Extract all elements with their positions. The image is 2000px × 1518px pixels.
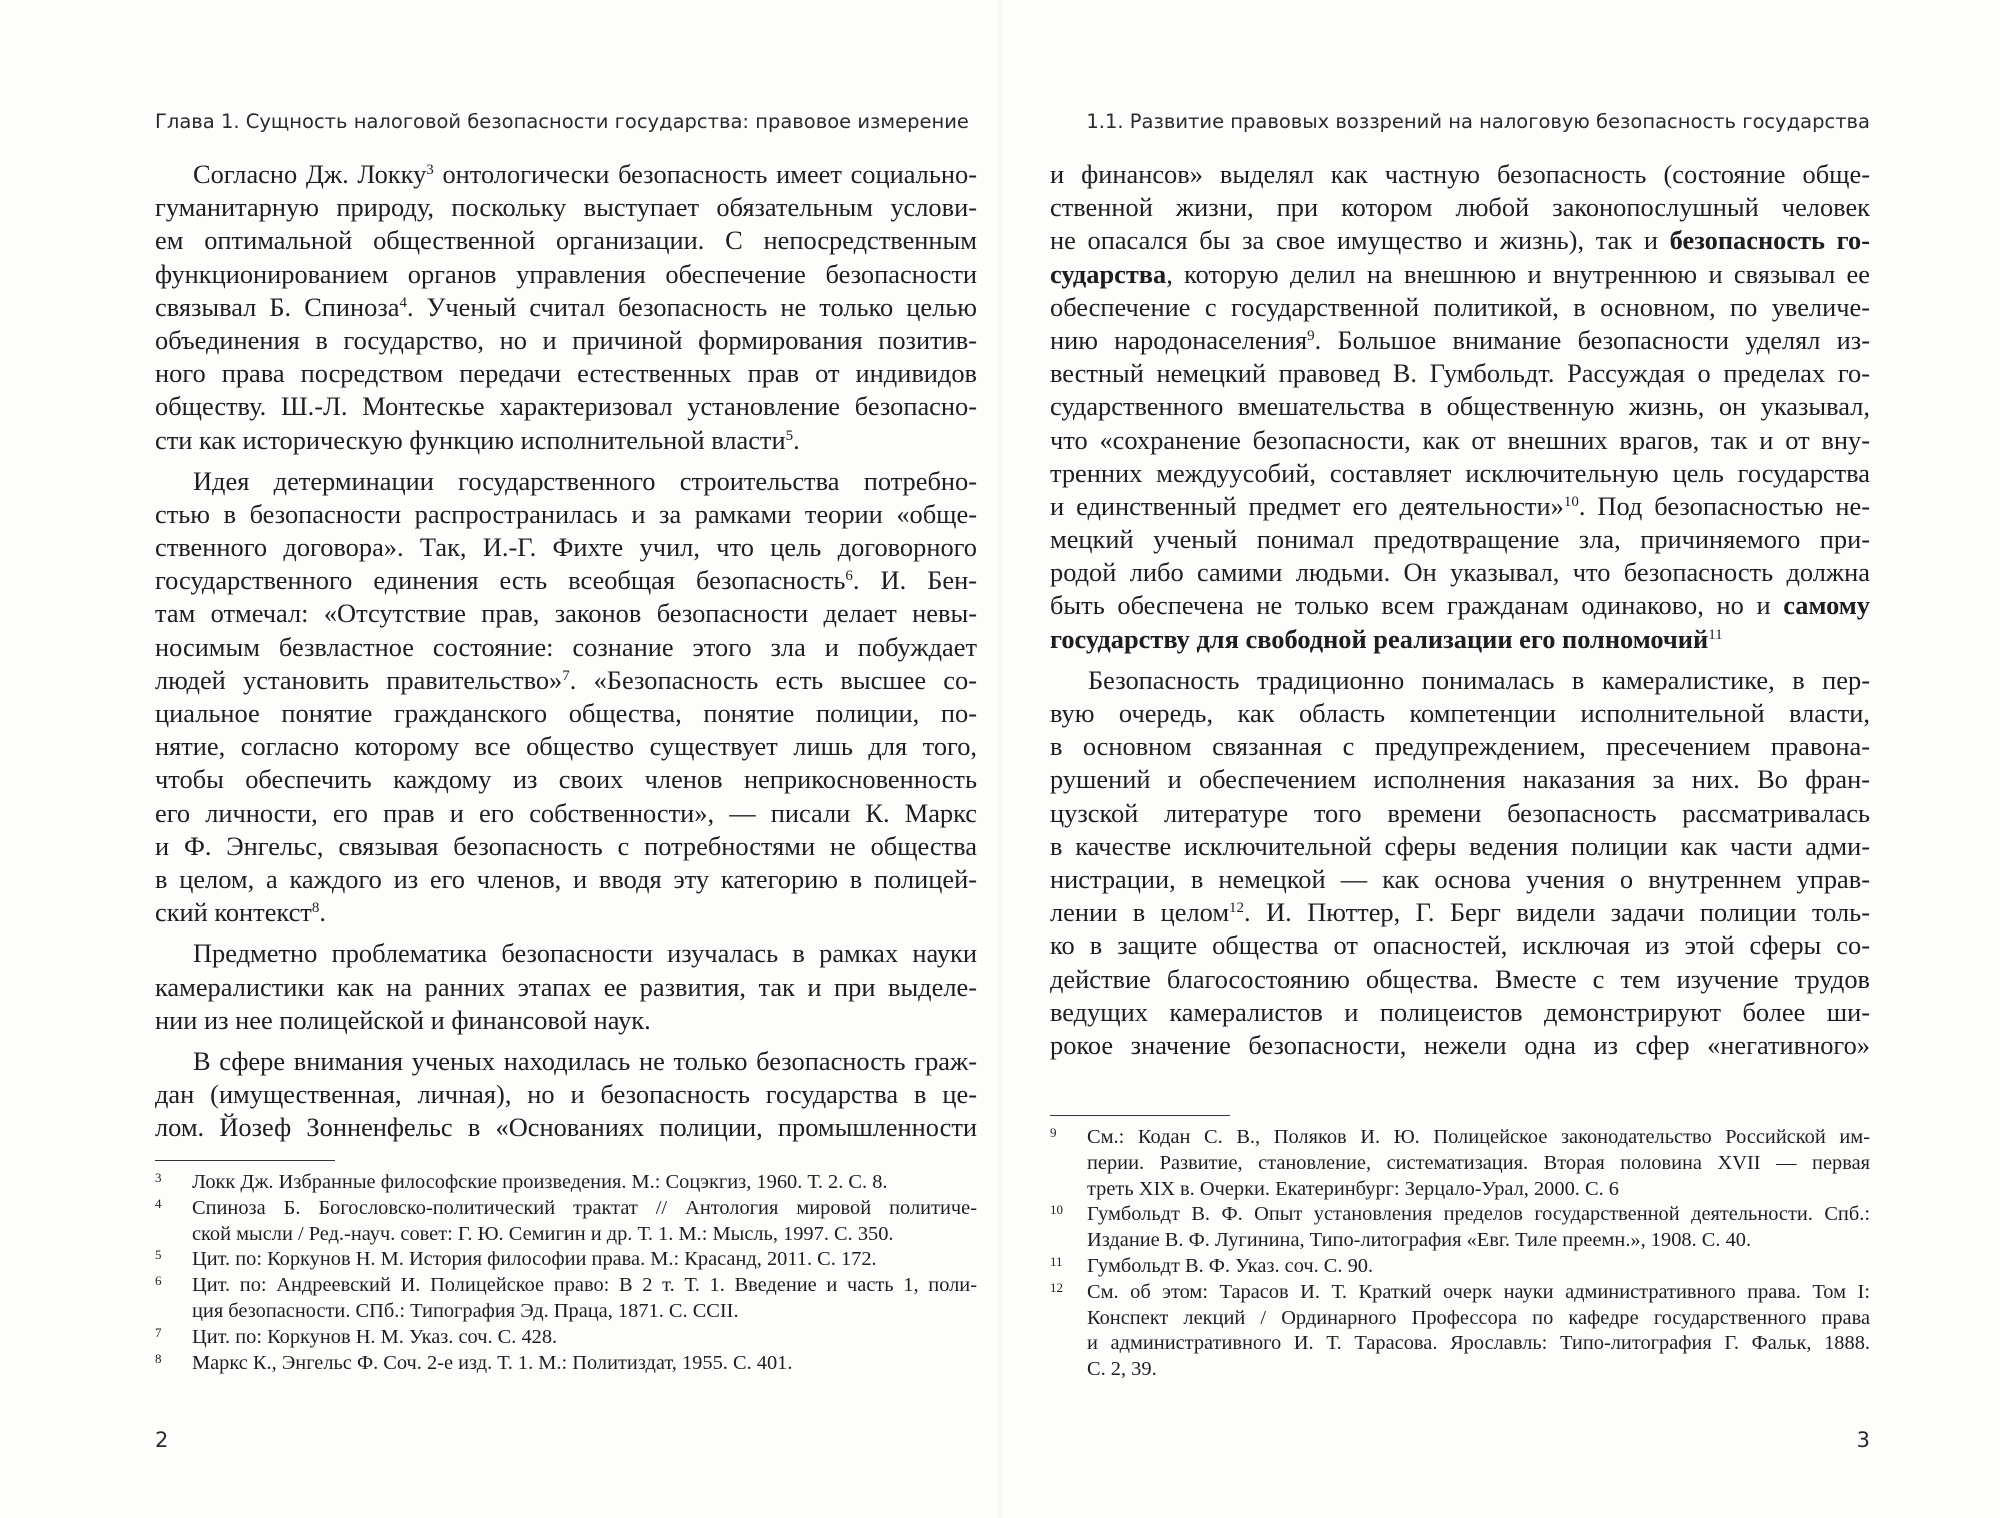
footnote-ref[interactable]: 10 [1563,493,1579,510]
footnote-number: 3 [155,1170,162,1185]
footnote-number: 7 [155,1324,162,1340]
text-line: носимым безвластное состояние: сознание этого зла и побуждает [155,631,977,662]
text-line: Идея детерминации государственного строительства потребно- [193,465,977,496]
text-line: объединения в государство, но и причиной формирования позитив- [155,324,977,355]
footnote-ref[interactable]: 7 [562,667,570,684]
text-line: и Ф. Энгельс, связывая безопасность с потребностями не общества [155,830,977,861]
text-line: сударства, которую делил на внешнюю и внутреннюю и связывал ее [1050,258,1870,289]
footnote [1050,1125,1870,1202]
page-number-right: 3 [1856,1428,1870,1452]
footnote-line: Локк Дж. Избранные философские произведения. М.: Соцэкгиз, 1960. Т. 2. С. 8. [192,1171,888,1193]
right-page [1000,0,2000,1518]
text-line: вестный немецкий правовед В. Гумбольдт. Рассуждая о пределах го- [1050,358,1870,389]
footnote-number: 8 [155,1350,162,1366]
footnote [1050,1254,1870,1280]
text-line: что «сохранение безопасности, как от внешних врагов, так и от вну- [1050,424,1870,455]
text-line: ного права посредством передачи естественных прав от индивидов [155,358,977,389]
text-line: и единственный предмет его деятельности»$^{10}$. Под безопасностью не- [1050,490,1870,521]
text-line: в целом, а каждого из его членов, и вводя эту категорию в полицей- [155,863,977,894]
text-line: действие благосостоянию общества. Вместе с тем изучение трудов [1050,963,1870,994]
text-line: ский контекст$^8$. [155,897,326,928]
footnote-number: 12 [1050,1279,1063,1295]
text-line: стью в безопасности распространилась и за рамками теории «обще- [155,498,977,529]
text-line: Безопасность традиционно понималась в камералистике, в пер- [1088,664,1870,695]
text-line: тренних междуусобий, составляет исключительную цель государства [1050,457,1870,488]
footnote-line: ской мысли / Ред.-науч. совет: Г. Ю. Семигин и др. Т. 1. М.: Мысль, 1997. С. 350. [192,1222,894,1245]
page-number-left: 2 [155,1428,169,1452]
footnote-number: 6 [155,1273,162,1289]
text-line: там отмечал: «Отсутствие прав, законов безопасности делает невы- [155,598,977,629]
text-line: дан (имущественная, личная), но и безопасность государства в це- [155,1079,977,1110]
text-line: ственной жизни, при котором любой законопослушный человек [1050,192,1870,223]
text-line: нии из нее полицейской и финансовой наук. [155,1004,651,1035]
text-line: В сфере внимания ученых находилась не только безопасность граж- [193,1045,977,1076]
text-line: его личности, его прав и его собственности», — писали К. Маркс [155,797,977,828]
footnote-ref[interactable]: 3 [426,162,434,178]
text-line: функционированием органов управления обеспечение безопасности [155,258,977,289]
text-line: и финансов» выделял как частную безопасность (состояние обще- [1050,159,1870,189]
body-text-right [1050,158,1870,1062]
text-line: нистрации, в немецкой — как основа учения о внутреннем управ- [1050,863,1870,894]
text-line: людей установить правительство»$^7$. «Безопасность есть высшее со- [155,664,978,695]
text-line: циальное понятие гражданского общества, понятие полиции, по- [155,698,977,728]
footnote [155,1170,977,1196]
footnote-line: Цит. по: Коркунов Н. М. История философии права. М.: Красанд, 2011. С. 172. [192,1248,877,1271]
running-head-right: 1.1. Развитие правовых воззрений на налоговую безопасность государства [1086,110,1870,133]
text-line: обществу. Ш.-Л. Монтескье характеризовал установление безопасно- [155,391,977,422]
running-head-left: Глава 1. Сущность налоговой безопасности государства: правовое измерение [155,110,969,133]
footnote-line: Гумбольдт В. Ф. Указ. соч. С. 90. [1087,1254,1374,1277]
footnote-number: 9 [1050,1125,1057,1140]
text-line: сударственного вмешательства в общественную жизнь, он указывал, [1050,391,1870,422]
footnote-ref[interactable]: 6 [845,568,853,585]
body-text-left [155,158,977,1144]
footnote-ref[interactable]: 9 [1307,327,1315,344]
text-line: гуманитарную природу, поскольку выступает обязательным услови- [155,192,977,223]
text-line: в основном связанная с предупреждением, пресечением правона- [1050,731,1870,762]
text-line: обеспечение с государственной политикой, в основном, по увеличе- [1050,291,1870,322]
footnote [155,1351,977,1377]
footnote-line: и административного И. Т. Тарасова. Ярославль: Типо-литография Г. Фальк, 1888. [1087,1332,1870,1355]
text-line: государственного единения есть всеобщая безопасность$^6$. И. Бен- [155,565,977,596]
text-line: камералистики как на ранних этапах ее развития, так и при выделе- [155,971,977,1002]
footnote [1050,1202,1870,1254]
footnote-number: 11 [1050,1253,1063,1269]
footnote-divider [155,1160,335,1161]
text-line: государству для свободной реализации его полномочий$^{11}$ [1050,623,1723,654]
text-line: чтобы обеспечить каждому из своих членов неприкосновенность [155,764,977,795]
footnote-line: перии. Развитие, становление, систематизация. Вторая половина XVII — первая [1087,1151,1870,1174]
footnote-number: 4 [155,1195,162,1211]
footnote-ref[interactable]: 8 [311,900,320,917]
footnote-line: Спиноза Б. Богословско-политический трактат // Антология мировой политиче- [192,1196,977,1219]
footnote-line: Издание В. Ф. Лугинина, Типо-литография «Евг. Тиле преемн.», 1908. С. 40. [1087,1229,1752,1252]
text-line: связывал Б. Спиноза$^4$. Ученый считал безопасность не только целью [155,291,978,322]
text-line: рушений и обеспечением исполнения наказания за них. Во фран- [1050,764,1870,795]
footnote [155,1247,977,1273]
footnote-line: С. 2, 39. [1087,1358,1157,1381]
text-line: Предметно проблематика безопасности изучалась в рамках науки [193,938,977,969]
text-line: вую очередь, как область компетенции исполнительной власти, [1050,698,1870,728]
text-line: ведущих камералистов и полицеистов демонстрируют более ши- [1050,996,1870,1027]
text-line: родой либо самими людьми. Он указывал, что безопасность должна [1050,557,1870,588]
footnote [1050,1280,1870,1383]
footnotes-left [155,1170,977,1376]
text-line: не опасался бы за свое имущество и жизнь), так и безопасность го- [1050,225,1870,256]
footnote-line: Гумбольдт В. Ф. Опыт установления пределов государственной деятельности. Спб.: [1087,1203,1870,1226]
footnote-ref[interactable]: 4 [399,294,408,311]
footnote-number: 5 [155,1247,162,1263]
footnote-line: См.: Кодан С. В., Поляков И. Ю. Полицейское законодательство Российской им- [1087,1126,1870,1148]
footnote-divider [1050,1115,1230,1116]
text-line: ко в защите общества от опасностей, исключая из этой сферы со- [1050,930,1870,961]
footnote-line: Цит. по: Андреевский И. Полицейское право: В 2 т. Т. 1. Введение и часть 1, поли- [192,1274,977,1297]
footnote [155,1196,977,1248]
footnote-line: треть XIX в. Очерки. Екатеринбург: Зерцало-Урал, 2000. С. 6 [1087,1177,1619,1200]
footnotes-right [1050,1125,1870,1383]
footnote-ref[interactable]: 11 [1708,626,1723,643]
footnote [155,1273,977,1325]
text-line: ственного договора». Так, И.-Г. Фихте учил, что цель договорного [155,532,977,563]
footnote-line: ция безопасности. СПб.: Типография Эд. Праца, 1871. С. CCII. [192,1299,739,1322]
footnote-line: Маркс К., Энгельс Ф. Соч. 2-е изд. Т. 1. М.: Политиздат, 1955. С. 401. [192,1351,793,1374]
text-line: цузской литературе того времени безопасность рассматривалась [1050,797,1870,828]
text-line: нятие, согласно которому все общество существует лишь для того, [155,731,977,762]
footnote-number: 10 [1050,1202,1063,1218]
text-line: сти как историческую функцию исполнительной власти$^5$. [155,424,800,455]
text-line: в качестве исключительной сферы ведения полиции как части адми- [1050,830,1870,861]
footnote-line: См. об этом: Тарасов И. Т. Краткий очерк науки административного права. Том I: [1087,1280,1870,1303]
text-line: быть обеспечена не только всем гражданам одинаково, но и самому [1050,590,1870,621]
text-line: ем оптимальной общественной организации. С непосредственным [155,225,977,256]
text-line: мецкий ученый понимал предотвращение зла, причиняемого при- [1050,524,1870,555]
footnote-line: Цит. по: Коркунов Н. М. Указ. соч. С. 428. [192,1325,558,1348]
footnote-ref[interactable]: 12 [1229,900,1245,917]
text-line: лении в целом$^{12}$. И. Пюттер, Г. Берг видели задачи полиции толь- [1050,897,1870,928]
text-line: нию народонаселения$^9$. Большое внимание безопасности уделял из- [1050,324,1870,355]
text-line: рокое значение безопасности, нежели одна из сфер «негативного» [1050,1029,1870,1060]
footnote [155,1325,977,1351]
text-line: Согласно Дж. Локку$^3$ онтологически безопасность имеет социально- [193,159,977,189]
text-line: лом. Йозеф Зонненфельс в «Основаниях полиции, промышленности [155,1112,977,1143]
footnote-line: Конспект лекций / Ординарного Профессора по кафедре государственного права [1087,1306,1870,1329]
footnote-ref[interactable]: 5 [785,427,794,444]
